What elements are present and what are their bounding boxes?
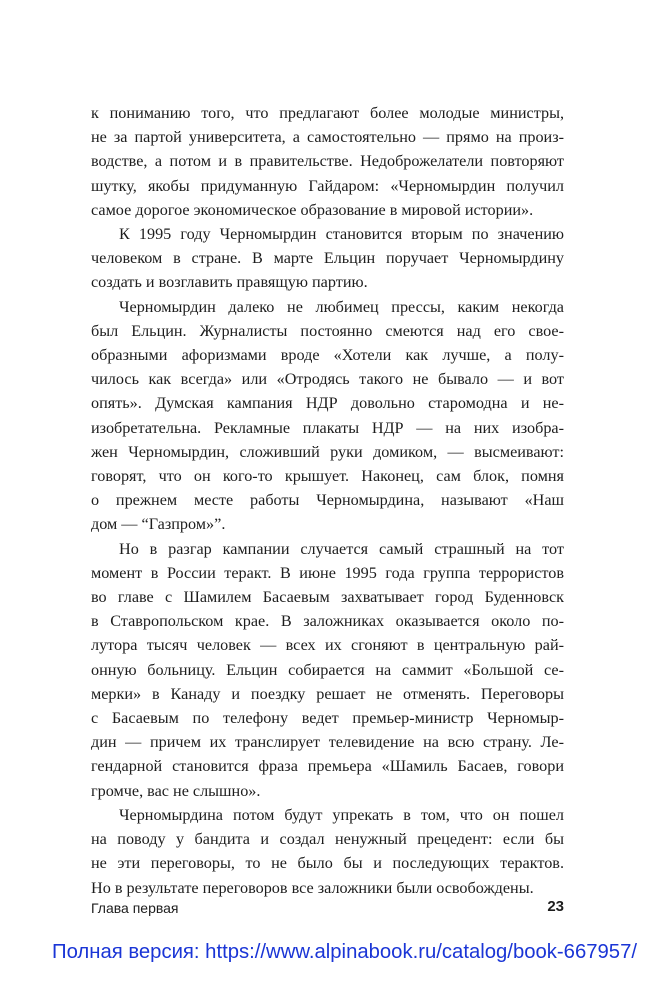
- text-line: жен Черномырдин, сложивший руки домиком, — высмеивают:: [91, 442, 564, 461]
- text-line: опять». Думская кампания НДР довольно старомодна и не-: [91, 394, 564, 413]
- text-line: образными афоризмами вроде «Хотели как лучше, а полу-: [91, 346, 564, 365]
- text-line: в Ставропольском крае. В заложниках оказывается около по-: [91, 612, 564, 631]
- text-line: Черномырдин далеко не любимец прессы, каким некогда: [119, 297, 564, 316]
- text-line: с Басаевым по телефону ведет премьер-министр Черномыр-: [91, 709, 564, 728]
- text-line: К 1995 году Черномырдин становится вторым по значению: [119, 225, 564, 244]
- text-line: дин — причем их транслирует телевидение на всю страну. Ле-: [91, 733, 564, 752]
- text-line: человеком в стране. В марте Ельцин поручает Черномырдину: [91, 249, 564, 268]
- text-line: момент в России теракт. В июне 1995 года группа террористов: [91, 563, 564, 582]
- text-line: шутку, якобы придуманную Гайдаром: «Черномырдин получил: [91, 176, 564, 195]
- text-line: чилось как всегда» или «Отродясь такого не бывало — и вот: [91, 370, 564, 389]
- text-line: гендарной становится фраза премьера «Шамиль Басаев, говори: [91, 757, 564, 776]
- text-line: не за партой университета, а самостоятельно — прямо на произ-: [91, 128, 564, 147]
- chapter-footer-label: Глава первая: [91, 900, 179, 916]
- text-line: самое дорогое экономическое образование в мировой истории».: [91, 200, 534, 219]
- text-line: громче, вас не слышно».: [91, 781, 261, 800]
- text-line: создать и возглавить правящую партию.: [91, 273, 368, 292]
- text-line: водстве, а потом и в правительстве. Недоброжелатели повторяют: [91, 152, 564, 171]
- full-version-link[interactable]: Полная версия: https://www.alpinabook.ru/catalog/book-667957/: [52, 941, 637, 963]
- text-line: Черномырдина потом будут упрекать в том, что он пошел: [119, 805, 564, 824]
- text-line: был Ельцин. Журналисты постоянно смеются над его свое-: [91, 321, 564, 340]
- text-line: о прежнем месте работы Черномырдина, называют «Наш: [91, 491, 564, 510]
- text-line: онную больницу. Ельцин собирается на саммит «Большой се-: [91, 660, 564, 679]
- page-number: 23: [547, 898, 564, 915]
- text-line: не эти переговоры, то не было бы и последующих терактов.: [91, 854, 564, 873]
- text-line: лутора тысяч человек — всех их сгоняют в центральную рай-: [91, 636, 564, 655]
- text-line: мерки» в Канаду и поездку решает не отменять. Переговоры: [91, 684, 564, 703]
- body-text: [91, 101, 564, 900]
- text-line: во главе с Шамилем Басаевым захватывает город Буденновск: [91, 588, 564, 607]
- text-line: к пониманию того, что предлагают более молодые министры,: [91, 104, 564, 122]
- text-line: Но в результате переговоров все заложники были освобождены.: [91, 878, 534, 897]
- text-line: дом — “Газпром»”.: [91, 515, 226, 534]
- text-line: изобретательна. Рекламные плакаты НДР — на них изобра-: [91, 418, 564, 437]
- text-line: Но в разгар кампании случается самый страшный на тот: [119, 539, 564, 558]
- text-line: говорят, что он кого-то крышует. Наконец, сам блок, помня: [91, 467, 564, 486]
- text-line: на поводу у бандита и создал ненужный прецедент: если бы: [91, 830, 564, 849]
